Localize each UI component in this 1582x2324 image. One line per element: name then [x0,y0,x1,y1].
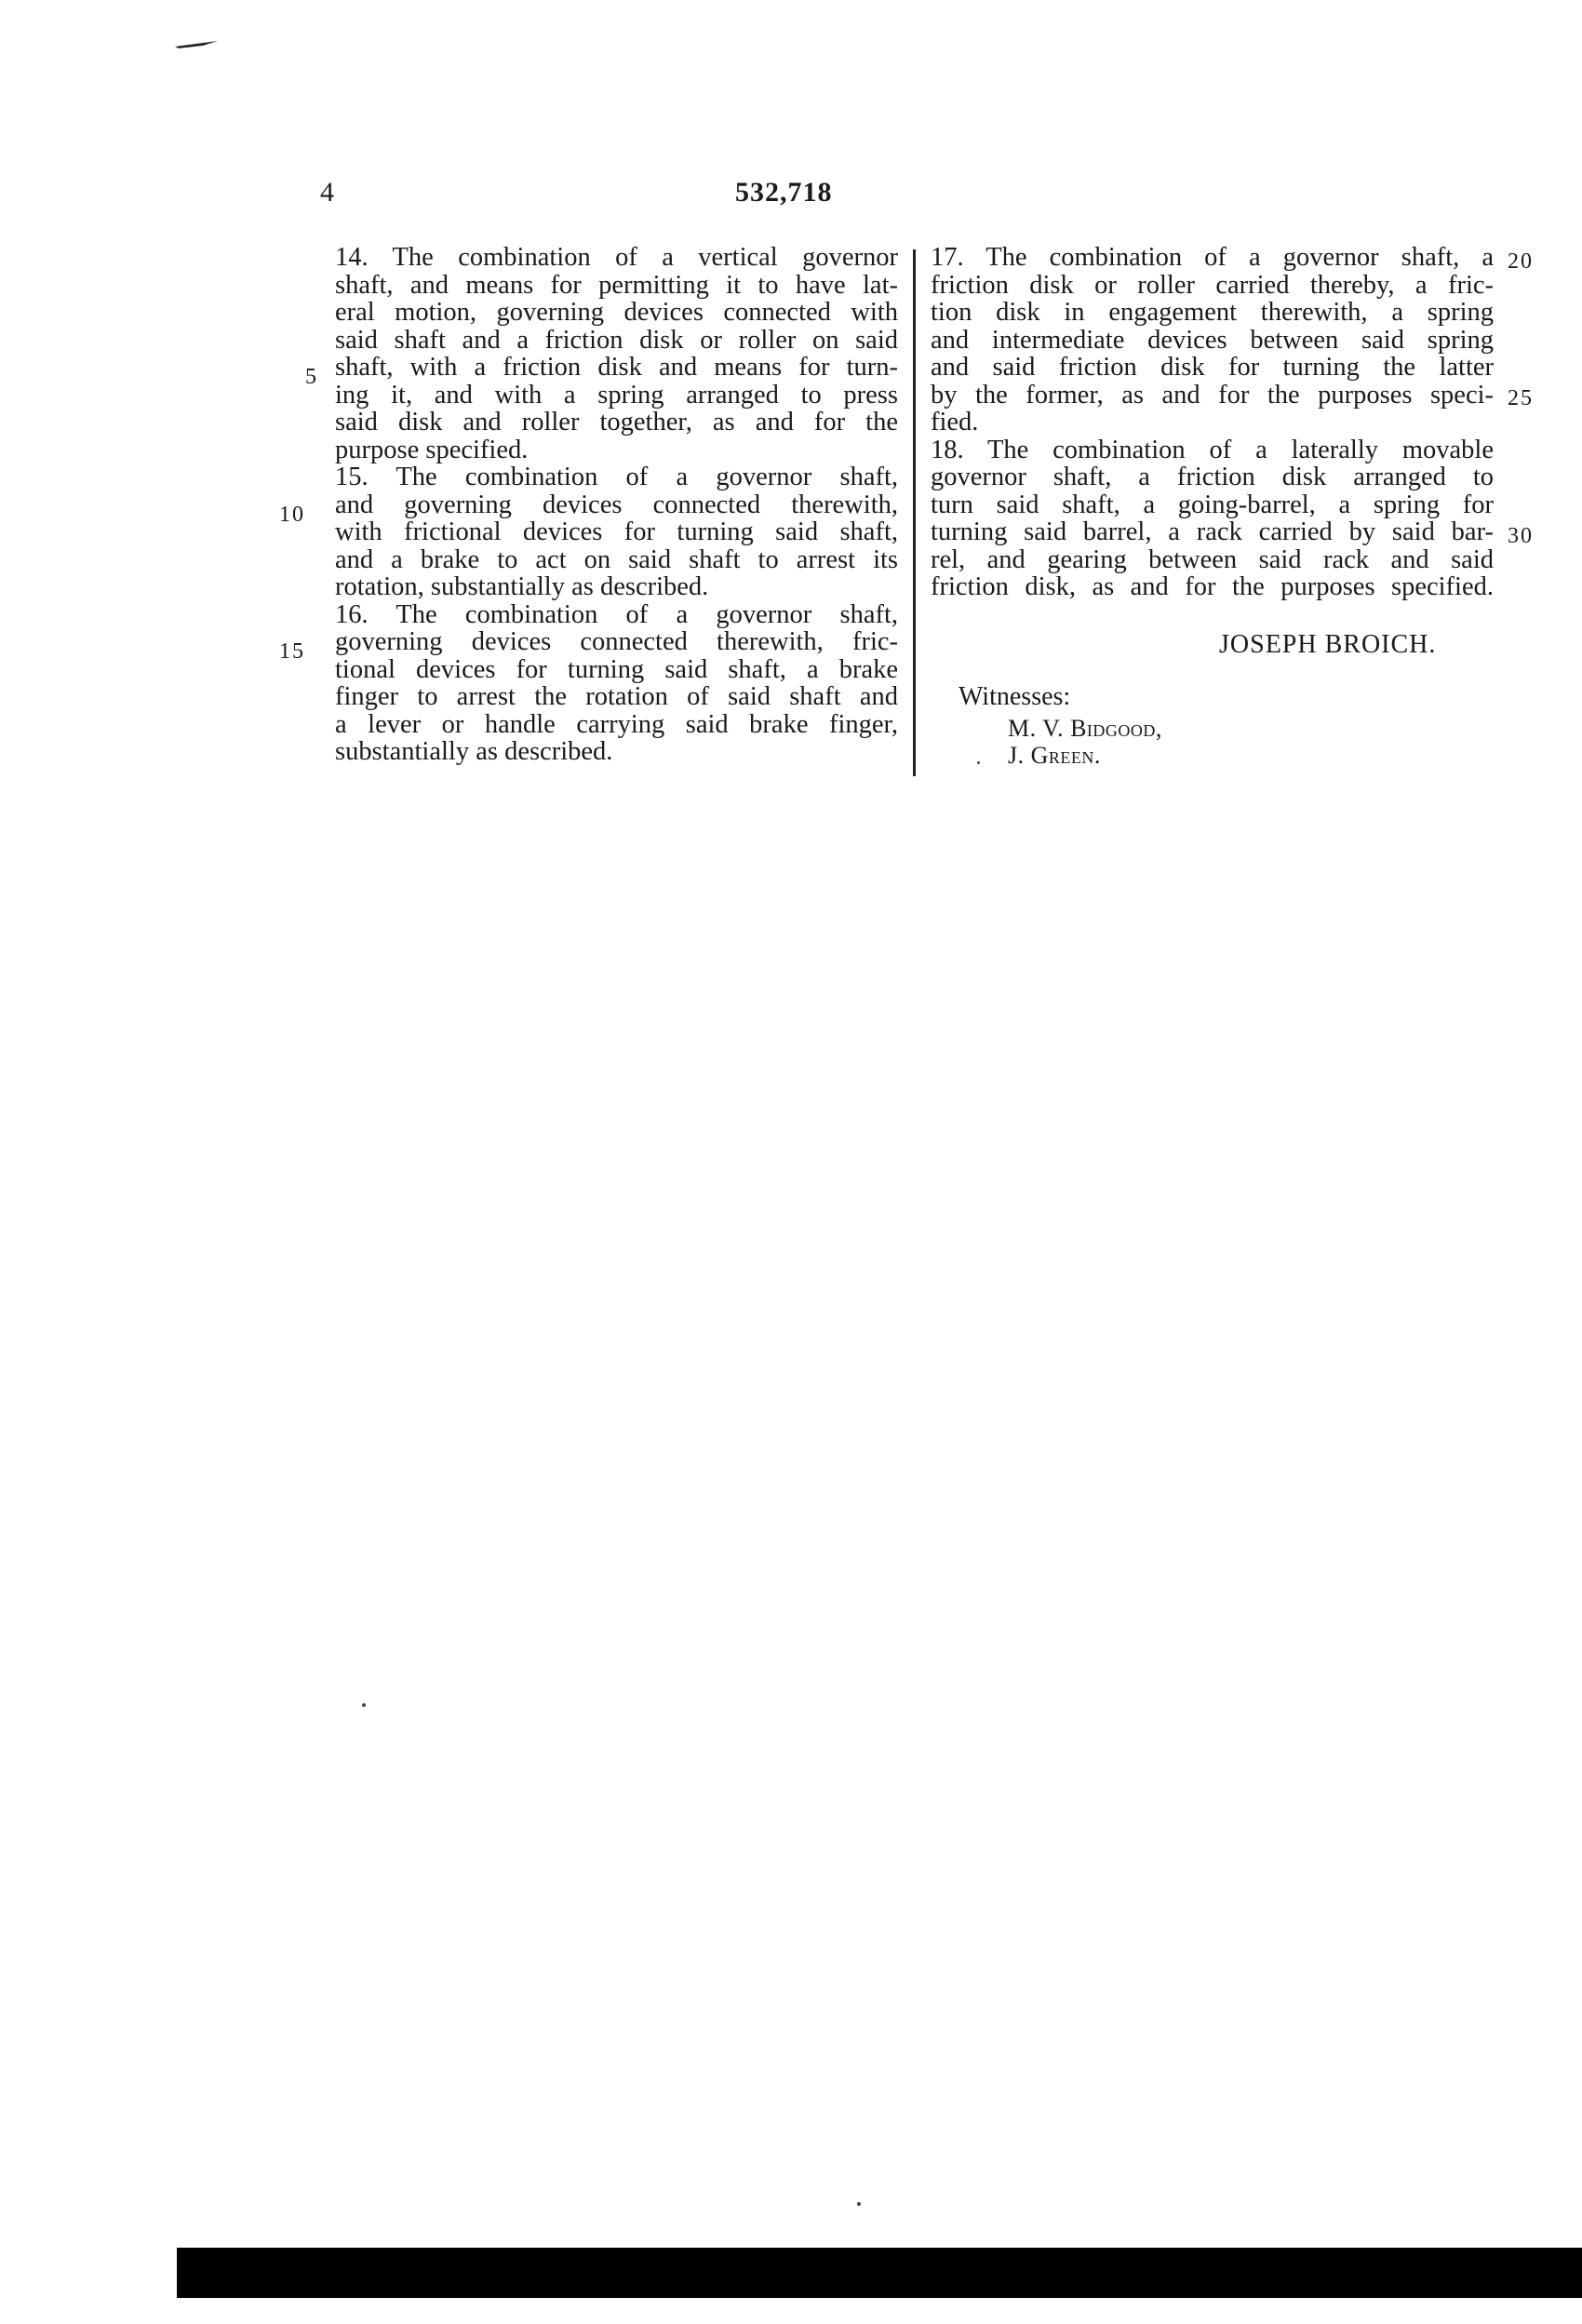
text-line: shaft, with a friction disk and means for turn- [335,353,898,382]
text-line: governor shaft, a friction disk arranged to [931,463,1494,491]
witness-name: M. V. Bidgood, [1008,715,1162,742]
text-line: said shaft and a friction disk or roller on said [335,325,898,355]
line-number-right: 25 [1508,386,1534,410]
page-number: 4 [320,177,334,208]
text-line: with frictional devices for turning said shaft, [335,517,898,546]
text-line: 14. The combination of a vertical governor [335,243,898,272]
text-line: substantially as described. [335,737,613,766]
left-column [335,244,898,766]
text-line: purpose specified. [335,435,529,464]
text-line: and said friction disk for turning the latter [931,353,1494,382]
text-line: finger to arrest the rotation of said shaft and [335,682,898,711]
witness-name: J. Green. [1008,742,1101,769]
right-column [931,244,1494,601]
text-line: and intermediate devices between said spring [931,325,1494,355]
line-number-right: 30 [1508,524,1534,548]
scan-speck [857,2202,861,2206]
text-line: governing devices connected therewith, fric- [335,627,898,656]
text-line: and governing devices connected therewith, [335,490,898,519]
witnesses-label: Witnesses: [959,682,1071,711]
text-line: turning said barrel, a rack carried by said bar- [931,517,1494,546]
text-line: 15. The combination of a governor shaft, [335,463,898,491]
line-number-left: 15 [279,639,305,664]
line-number-left: 10 [279,503,305,527]
text-line: turn said shaft, a going-barrel, a spring for [931,490,1494,519]
text-line: friction disk or roller carried thereby, a fric- [931,270,1494,300]
text-line: friction disk, as and for the purposes specified. [931,572,1494,601]
corner-mark [175,37,220,47]
scan-speck [362,1703,366,1707]
text-line: 18. The combination of a laterally movable [931,435,1494,464]
text-line: 17. The combination of a governor shaft, a [931,243,1494,272]
text-line: and a brake to act on said shaft to arrest its [335,544,898,574]
text-line: shaft, and means for permitting it to have lat- [335,270,898,300]
text-line: a lever or handle carrying said brake finger, [335,709,898,739]
line-number-right: 20 [1508,249,1534,274]
inventor-signature: JOSEPH BROICH. [1219,630,1437,659]
patent-number: 532,718 [735,177,833,208]
scan-speck [977,761,980,764]
column-divider [913,249,916,776]
line-number-left: 5 [305,365,318,389]
text-line: fied. [931,408,979,437]
text-line: 16. The combination of a governor shaft, [335,599,898,629]
text-line: by the former, as and for the purposes speci- [931,380,1494,410]
scan-border-bar [177,2248,1582,2298]
text-line: tion disk in engagement therewith, a spring [931,298,1494,327]
text-line: eral motion, governing devices connected with [335,298,898,327]
text-line: tional devices for turning said shaft, a brake [335,654,898,684]
text-line: said disk and roller together, as and for the [335,408,898,437]
text-line: rel, and gearing between said rack and said [931,544,1494,574]
text-line: ing it, and with a spring arranged to press [335,380,898,410]
text-line: rotation, substantially as described. [335,572,709,601]
